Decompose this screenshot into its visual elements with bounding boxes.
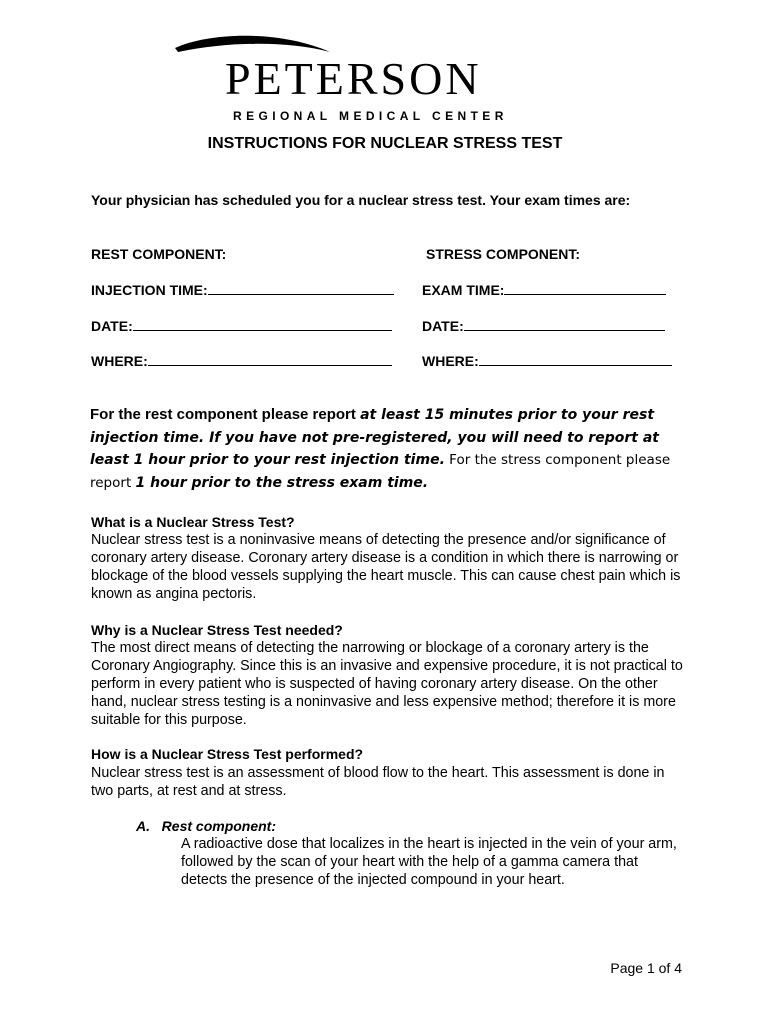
- subsection-body-rest: A radioactive dose that localizes in the heart is injected in the vein of your arm, followed by the scan of your heart with the help of a gamma camera that detects the presence of the injected compound in your heart.: [181, 836, 677, 888]
- where-rest-label: WHERE:: [91, 353, 148, 369]
- exam-time-blank[interactable]: [504, 281, 666, 295]
- section-heading-what: What is a Nuclear Stress Test?: [91, 514, 295, 530]
- page-title: INSTRUCTIONS FOR NUCLEAR STRESS TEST: [207, 135, 563, 152]
- where-stress-field[interactable]: [422, 352, 672, 369]
- page-number: Page 1 of 4: [610, 960, 682, 976]
- where-stress-blank[interactable]: [479, 352, 672, 366]
- where-rest-field[interactable]: [91, 352, 392, 369]
- report-text-2: at least 15 minutes prior to your rest injection time. If you have not pre-registered, you will need to report at least 1 hour prior to your rest injection time.: [90, 407, 659, 468]
- injection-time-label: INJECTION TIME:: [91, 282, 208, 298]
- injection-time-field[interactable]: [91, 281, 394, 298]
- section-heading-how: How is a Nuclear Stress Test performed?: [91, 746, 364, 762]
- date-stress-label: DATE:: [422, 318, 464, 334]
- report-text-1: For the rest component please report: [90, 406, 361, 423]
- date-rest-blank[interactable]: [133, 317, 392, 331]
- logo: [170, 30, 570, 123]
- section-body-what: Nuclear stress test is a noninvasive means of detecting the presence and/or significance of coronary artery disease. Coronary artery disease is a condition in which there is narrowing or blockage of the blood vessels supplying the heart muscle. This can cause chest pain which is known as angina pectoris.: [91, 532, 681, 602]
- section-body-why: The most direct means of detecting the narrowing or blockage of a coronary artery is the Coronary Angiography. Since this is an invasive and expensive procedure, it is not practical to perform in every patient who is suspected of having coronary artery disease. On the other hand, nuclear stress testing is a noninvasive and less expensive method; therefore it is more suitable for this purpose.: [91, 640, 683, 728]
- exam-time-label: EXAM TIME:: [422, 282, 505, 298]
- where-stress-label: WHERE:: [422, 353, 479, 369]
- logo-name: PETERSON: [225, 53, 482, 104]
- date-rest-label: DATE:: [91, 318, 133, 334]
- subsection-heading-rest: A. Rest component:: [136, 818, 277, 834]
- date-stress-field[interactable]: [422, 317, 665, 334]
- report-instructions: [90, 404, 690, 494]
- logo-subtitle: REGIONAL MEDICAL CENTER: [233, 109, 508, 123]
- injection-time-blank[interactable]: [208, 281, 394, 295]
- intro-text: Your physician has scheduled you for a nuclear stress test. Your exam times are:: [91, 192, 631, 208]
- where-rest-blank[interactable]: [148, 352, 392, 366]
- section-body-how: Nuclear stress test is an assessment of blood flow to the heart. This assessment is done in two parts, at rest and at stress.: [91, 765, 665, 799]
- date-rest-field[interactable]: [91, 317, 392, 334]
- exam-time-field[interactable]: [422, 281, 666, 298]
- stress-component-heading: STRESS COMPONENT:: [426, 246, 581, 262]
- date-stress-blank[interactable]: [464, 317, 665, 331]
- report-text-4: 1 hour prior to the stress exam time.: [135, 474, 429, 491]
- section-heading-why: Why is a Nuclear Stress Test needed?: [91, 622, 343, 638]
- rest-component-heading: REST COMPONENT:: [91, 246, 227, 262]
- report-text-3: For the stress component please report: [90, 452, 671, 491]
